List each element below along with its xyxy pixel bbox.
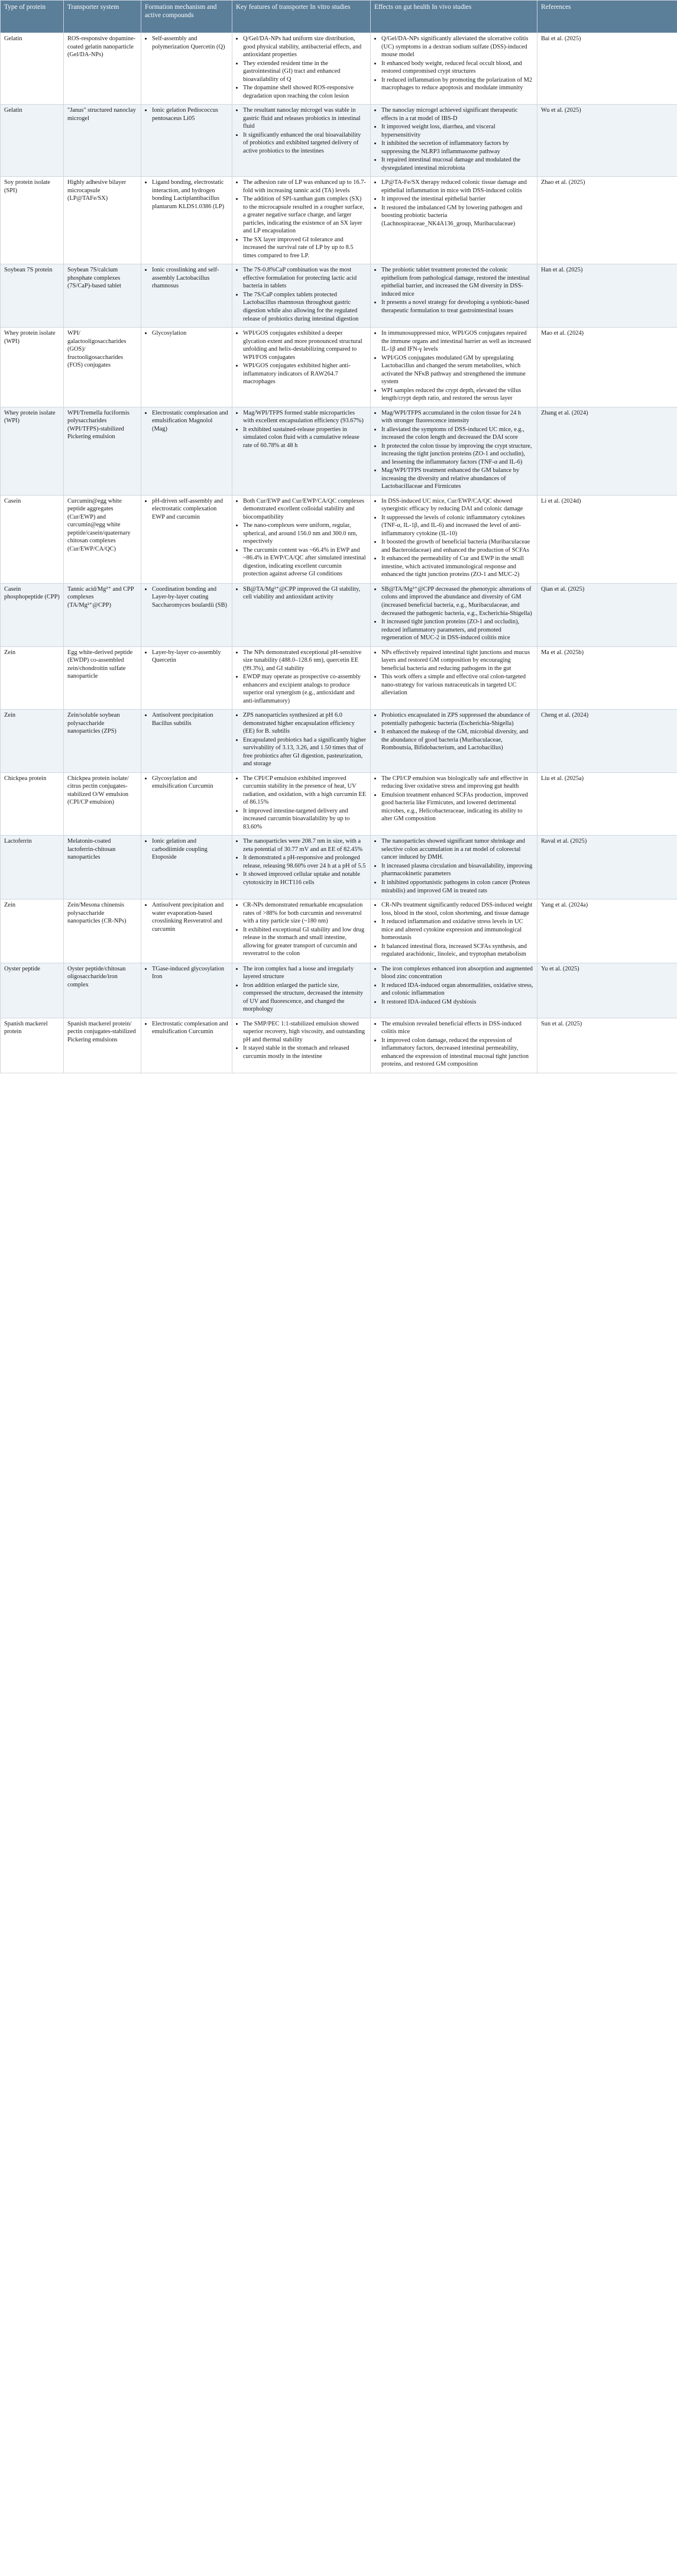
- table-row: [1, 495, 677, 583]
- cell-reference: Liu et al. (2025a): [537, 772, 677, 836]
- bullet-item: • WPI/GOS conjugates modulated GM by upregulating Lactobacillus and changed the serum metabolites, which activated the NFκB pathway and strengthened the immune system: [381, 354, 533, 386]
- cell-reference: Cheng et al. (2024): [537, 710, 677, 773]
- cell-reference: Sun et al. (2025): [537, 1018, 677, 1073]
- bullet-item: • The SMP/PEC 1:1-stabilized emulsion showed superior recovery, high viscosity, and outstanding pH and thermal stability: [243, 1020, 367, 1044]
- cell-features-list: [236, 585, 367, 601]
- bullet-item: • The adhesion rate of LP was enhanced up to 16.7-fold with increasing tannic acid (TA) levels: [243, 179, 367, 195]
- cell-features-list: [236, 711, 367, 768]
- cell-features: [232, 583, 371, 646]
- bullet-item: • CR-NPs treatment significantly reduced DSS-induced weight loss, blood in the stool, colon shortening, and tissue damage: [381, 901, 533, 917]
- bullet-item: • LP@TA-Fe/SX therapy reduced colonic tissue damage and epithelial inflammation in mice with DSS-induced colitis: [381, 179, 533, 195]
- cell-features: [232, 772, 371, 836]
- cell-protein-type: Lactoferrin: [1, 836, 64, 899]
- bullet-item: • The 7S/CaP complex tablets protected Lactobacillus rhamnosus throughout gastric digestion while also allowing for the regulated release of probiotics during intestinal digestion: [243, 291, 367, 323]
- cell-features-list: [236, 35, 367, 100]
- cell-effects: [371, 177, 537, 264]
- cell-features: [232, 646, 371, 710]
- cell-protein-type: Spanish mackerel protein: [1, 1018, 64, 1073]
- cell-effects: [371, 264, 537, 328]
- cell-features: [232, 177, 371, 264]
- bullet-item: • Coordination bonding and Layer-by-layer coating Saccharomyces boulardii (SB): [152, 585, 228, 610]
- cell-reference: Bai et al. (2025): [537, 33, 677, 105]
- cell-mechanism: [141, 583, 232, 646]
- cell-effects: [371, 772, 537, 836]
- bullet-item: • It balanced intestinal flora, increased SCFAs synthesis, and regulated arachidonic, linoleic, and tryptophan metabolism: [381, 943, 533, 959]
- table-row: [1, 407, 677, 495]
- cell-transporter-system: Oyster peptide/chitosan oligosaccharide/iron complex: [64, 963, 141, 1018]
- bullet-item: • The CPI/CP emulsion was biologically safe and effective in reducing liver oxidative stress and improving gut health: [381, 775, 533, 791]
- bullet-item: • It suppressed the levels of colonic inflammatory cytokines (TNF-α, IL-1β, and IL-6) and increased the level of anti-inflammatory cytokine (IL-10): [381, 514, 533, 538]
- cell-mechanism: [141, 836, 232, 899]
- cell-protein-type: Zein: [1, 899, 64, 963]
- cell-effects-list: [374, 329, 533, 403]
- cell-features: [232, 407, 371, 495]
- bullet-item: • It improved colon damage, reduced the expression of inflammatory factors, decreased intestinal permeability, enhanced the expression of intestinal mucosal tight junction proteins, and restored GM composition: [381, 1037, 533, 1069]
- table-row: [1, 583, 677, 646]
- table-row: [1, 33, 677, 105]
- cell-mechanism-list: [145, 1020, 228, 1036]
- cell-mechanism-list: [145, 585, 228, 610]
- cell-transporter-system: Zein/soluble soybean polysaccharide nanoparticles (ZPS): [64, 710, 141, 773]
- table-row: [1, 772, 677, 836]
- bullet-item: • It inhibited the secretion of inflammatory factors by suppressing the NLRP3 inflammasome pathway: [381, 140, 533, 156]
- bullet-item: • They extended resident time in the gastrointestinal (GI) tract and enhanced bioavailability of Q: [243, 60, 367, 84]
- bullet-item: • It enhanced body weight, reduced fecal occult blood, and restored compromised crypt structures: [381, 60, 533, 76]
- cell-features-list: [236, 266, 367, 323]
- bullet-item: • Mag/WPI/TFPS formed stable microparticles with excellent encapsulation efficiency (93.67%): [243, 409, 367, 425]
- cell-features: [232, 495, 371, 583]
- bullet-item: • It stayed stable in the stomach and released curcumin mostly in the intestine: [243, 1044, 367, 1060]
- bullet-item: • It significantly enhanced the oral bioavailability of probiotics and exhibited targeted delivery of active probiotics to the intestines: [243, 131, 367, 156]
- cell-features-list: [236, 775, 367, 831]
- table-row: [1, 836, 677, 899]
- table-row: [1, 646, 677, 710]
- bullet-item: • WPI samples reduced the crypt depth, elevated the villus length/crypt depth ratio, and restored the serous layer: [381, 387, 533, 403]
- cell-reference: Li et al. (2024d): [537, 495, 677, 583]
- cell-protein-type: Zein: [1, 646, 64, 710]
- cell-reference: Qian et al. (2025): [537, 583, 677, 646]
- cell-features: [232, 264, 371, 328]
- bullet-item: • It exhibited exceptional GI stability and low drug release in the stomach and small intestine, allowing for greater transport of curcumin and resveratrol to the colon: [243, 926, 367, 958]
- cell-mechanism: [141, 1018, 232, 1073]
- cell-mechanism: [141, 33, 232, 105]
- bullet-item: • Electrostatic complexation and emulsification Magnolol (Mag): [152, 409, 228, 433]
- cell-reference: Raval et al. (2025): [537, 836, 677, 899]
- cell-mechanism-list: [145, 409, 228, 433]
- bullet-item: • Ionic crosslinking and self-assembly Lactobacillus rhamnosus: [152, 266, 228, 290]
- cell-mechanism-list: [145, 497, 228, 522]
- cell-features: [232, 710, 371, 773]
- cell-effects-list: [374, 35, 533, 92]
- bullet-item: • The iron complex had a loose and irregularly layered structure: [243, 965, 367, 981]
- cell-protein-type: Gelatin: [1, 105, 64, 177]
- cell-effects-list: [374, 837, 533, 895]
- bullet-item: • It reduced inflammation and oxidative stress levels in UC mice and altered cytokine expression and immunological homeostasis: [381, 918, 533, 942]
- cell-features-list: [236, 106, 367, 155]
- bullet-item: • In DSS-induced UC mice, Cur/EWP/CA/QC showed synergistic efficacy by reducing DAI and colonic damage: [381, 497, 533, 513]
- cell-effects-list: [374, 266, 533, 315]
- header-features: Key features of transporter In vitro studies: [232, 1, 371, 33]
- bullet-item: • It protected the colon tissue by improving the crypt structure, increasing the tight junction proteins (ZO-1 and occludin), and lessening the inflammatory factors (TNF-α and IL-6): [381, 442, 533, 467]
- table-row: [1, 177, 677, 264]
- cell-transporter-system: Tannic acid/Mg²⁺ and CPP complexes (TA/Mg²⁺@CPP): [64, 583, 141, 646]
- cell-transporter-system: Egg white-derived peptide (EWDP) co-assembled zein/chondroitin sulfate nanoparticle: [64, 646, 141, 710]
- cell-effects-list: [374, 179, 533, 228]
- bullet-item: • The iron complexes enhanced iron absorption and augmented blood zinc concentration: [381, 965, 533, 981]
- bullet-item: • It exhibited sustained-release properties in simulated colon fluid with a cumulative release rate of 60.78% at 48 h: [243, 426, 367, 450]
- cell-reference: Wu et al. (2025): [537, 105, 677, 177]
- bullet-item: • Antisolvent precipitation Bacillus subtilis: [152, 711, 228, 727]
- bullet-item: • Mag/WPI/TFPS accumulated in the colon tissue for 24 h with stronger fluorescence intensity: [381, 409, 533, 425]
- cell-effects-list: [374, 1020, 533, 1069]
- bullet-item: • pH-driven self-assembly and electrostatic complexation EWP and curcumin: [152, 497, 228, 522]
- cell-effects-list: [374, 775, 533, 823]
- cell-transporter-system: Curcumin@egg white peptide aggregates (Cur/EWP) and curcumin@egg white peptide/casein/quaternary chitosan complexes (Cur/EWP/CA/QC): [64, 495, 141, 583]
- cell-protein-type: Soybean 7S protein: [1, 264, 64, 328]
- cell-mechanism-list: [145, 106, 228, 122]
- cell-effects: [371, 33, 537, 105]
- cell-reference: Han et al. (2025): [537, 264, 677, 328]
- bullet-item: • The NPs demonstrated exceptional pH-sensitive size tunability (488.0–128.6 nm), quercetin EE (99.3%), and GI stability: [243, 649, 367, 673]
- table-row: [1, 963, 677, 1018]
- cell-mechanism-list: [145, 901, 228, 933]
- bullet-item: • It restored IDA-induced GM dysbiosis: [381, 998, 533, 1007]
- cell-reference: Yang et al. (2024a): [537, 899, 677, 963]
- cell-features-list: [236, 329, 367, 386]
- bullet-item: • Encapsulated probiotics had a significantly higher survivability of 3.13, 3.26, and 1.50 times that of free probiotics after GI digestion, pasteurization, and storage: [243, 736, 367, 768]
- header-effects: Effects on gut health In vivo studies: [371, 1, 537, 33]
- cell-mechanism: [141, 328, 232, 407]
- bullet-item: • The CPI/CP emulsion exhibited improved curcumin stability in the presence of heat, UV radiation, and oxidation, with a high curcumin EE of 86.15%: [243, 775, 367, 807]
- cell-features-list: [236, 497, 367, 578]
- bullet-item: • It boosted the growth of beneficial bacteria (Muribaculaceae and Bacteroidaceae) and enhanced the production of SCFAs: [381, 538, 533, 554]
- bullet-item: • In immunosuppressed mice, WPI/GOS conjugates repaired the immune organs and intestinal barrier as well as increased IL-1β and IFN-γ levels: [381, 329, 533, 354]
- bullet-item: • Glycosylation: [152, 329, 228, 338]
- cell-features: [232, 899, 371, 963]
- cell-transporter-system: Spanish mackerel protein/ pectin conjugates-stabilized Pickering emulsions: [64, 1018, 141, 1073]
- cell-effects: [371, 328, 537, 407]
- cell-mechanism-list: [145, 711, 228, 727]
- bullet-item: • The SX layer improved GI tolerance and increased the survival rate of LP by up to 8.5 times compared to free LP.: [243, 236, 367, 260]
- cell-mechanism: [141, 899, 232, 963]
- header-mechanism: Formation mechanism and active compounds: [141, 1, 232, 33]
- bullet-item: • The 7S-0.8%CaP combination was the most effective formulation for protecting lactic acid bacteria in tablets: [243, 266, 367, 290]
- bullet-item: • SB@TA/Mg²⁺@CPP decreased the phenotypic alterations of colons and improved the abundance and diversity of GM (increased beneficial bacteria, e.g., Muribaculaceae, and decreased the pathogenic bacteria, e.g., Escherichia-Shigella): [381, 585, 533, 617]
- bullet-item: • The addition of SPI-xanthan gum complex (SX) to the microcapsule resulted in a rougher surface, a greater negative surface charge, and larger particles, indicating the existence of an SX layer and LP encapsulation: [243, 195, 367, 235]
- cell-mechanism-list: [145, 965, 228, 981]
- cell-effects: [371, 1018, 537, 1073]
- cell-transporter-system: Chickpea protein isolate/ citrus pectin conjugates-stabilized O/W emulsion (CPI/CP emulsion): [64, 772, 141, 836]
- table-row: [1, 264, 677, 328]
- cell-features-list: [236, 837, 367, 886]
- cell-mechanism: [141, 105, 232, 177]
- cell-protein-type: Whey protein isolate (WPI): [1, 407, 64, 495]
- cell-features-list: [236, 409, 367, 450]
- bullet-item: • The nano-complexes were uniform, regular, spherical, and around 156.0 nm and 300.0 nm, respectively: [243, 522, 367, 546]
- bullet-item: • CR-NPs demonstrated remarkable encapsulation rates of >88% for both curcumin and resveratrol with a tiny particle size (~180 nm): [243, 901, 367, 925]
- cell-features: [232, 105, 371, 177]
- bullet-item: • This work offers a simple and effective oral colon-targeted nano-strategy for various nutraceuticals in targeted UC alleviation: [381, 673, 533, 697]
- bullet-item: • It alleviated the symptoms of DSS-induced UC mice, e.g., increased the colon length and decreased the DAI score: [381, 426, 533, 442]
- bullet-item: • It reduced IDA-induced organ abnormalities, oxidative stress, and colonic inflammation: [381, 982, 533, 998]
- cell-effects: [371, 583, 537, 646]
- cell-effects-list: [374, 585, 533, 642]
- cell-mechanism-list: [145, 329, 228, 338]
- bullet-item: • Q/Gel/DA-NPs had uniform size distribution, good physical stability, antibacterial effects, and antioxidant properties: [243, 35, 367, 59]
- bullet-item: • It increased plasma circulation and bioavailability, improving pharmacokinetic parameters: [381, 862, 533, 878]
- bullet-item: • TGase-induced glycosylation Iron: [152, 965, 228, 981]
- cell-protein-type: Casein phosphopeptide (CPP): [1, 583, 64, 646]
- cell-transporter-system: "Janus" structured nanoclay microgel: [64, 105, 141, 177]
- cell-mechanism: [141, 177, 232, 264]
- bullet-item: • ZPS nanoparticles synthesized at pH 6.0 demonstrated higher encapsulation efficiency (EE) for B. subtilis: [243, 711, 367, 736]
- bullet-item: • It improved weight loss, diarrhea, and visceral hypersensitivity: [381, 123, 533, 139]
- bullet-item: • Electrostatic complexation and emulsification Curcumin: [152, 1020, 228, 1036]
- bullet-item: • Emulsion treatment enhanced SCFAs production, improved good bacteria like Firmicutes, and lowered detrimental microbes, e.g., Helicobacteraceae, indicating its ability to alter GM composition: [381, 791, 533, 823]
- bullet-item: • It improved intestine-targeted delivery and increased curcumin bioavailability by up to 83.60%: [243, 807, 367, 831]
- table-row: [1, 1018, 677, 1073]
- bullet-item: • Both Cur/EWP and Cur/EWP/CA/QC complexes demonstrated excellent colloidal stability and biocompatibility: [243, 497, 367, 522]
- bullet-item: • It presents a novel strategy for developing a synbiotic-based therapeutic formulation to treat gastrointestinal issues: [381, 299, 533, 315]
- cell-protein-type: Gelatin: [1, 33, 64, 105]
- cell-features-list: [236, 965, 367, 1014]
- cell-transporter-system: Highly adhesive bilayer microcapsule (LP@TAFe/SX): [64, 177, 141, 264]
- bullet-item: • Layer-by-layer co-assembly Quercetin: [152, 649, 228, 665]
- table-body: [1, 33, 677, 1073]
- bullet-item: • It improved the intestinal epithelial barrier: [381, 195, 533, 203]
- cell-mechanism: [141, 407, 232, 495]
- cell-protein-type: Whey protein isolate (WPI): [1, 328, 64, 407]
- table-row: [1, 328, 677, 407]
- table-row: [1, 899, 677, 963]
- bullet-item: • NPs effectively repaired intestinal tight junctions and mucus layers and restored GM composition by encouraging beneficial bacteria and reducing pathogens in the gut: [381, 649, 533, 673]
- cell-reference: Ma et al. (2025b): [537, 646, 677, 710]
- cell-effects-list: [374, 965, 533, 1007]
- cell-effects-list: [374, 901, 533, 959]
- bullet-item: • The dopamine shell showed ROS-responsive degradation upon reaching the colon lesion: [243, 84, 367, 100]
- cell-mechanism-list: [145, 179, 228, 211]
- cell-features: [232, 836, 371, 899]
- cell-protein-type: Oyster peptide: [1, 963, 64, 1018]
- cell-mechanism: [141, 772, 232, 836]
- bullet-item: • Probiotics encapsulated in ZPS suppressed the abundance of potentially pathogenic bacteria (Escherichia-Shigella): [381, 711, 533, 727]
- bullet-item: • It enhanced the makeup of the GM, microbial diversity, and the abundance of good bacteria (Muribaculaceae, Romboutsia, Bifidobacterium, and Lactobacillus): [381, 728, 533, 752]
- bullet-item: • It repaired intestinal mucosal damage and modulated the dysregulated intestinal microbiota: [381, 156, 533, 172]
- cell-features-list: [236, 179, 367, 260]
- cell-mechanism: [141, 495, 232, 583]
- bullet-item: • SB@TA/Mg²⁺@CPP improved the GI stability, cell viability and antioxidant activity: [243, 585, 367, 601]
- bullet-item: • It restored the imbalanced GM by lowering pathogen and boosting probiotic bacteria (Lachnospiraceae_NK4A136_group, Muribaculaceae): [381, 204, 533, 228]
- cell-effects: [371, 836, 537, 899]
- bullet-item: • It demonstrated a pH-responsive and prolonged release, releasing 98.60% over 24 h at a pH of 5.5: [243, 854, 367, 870]
- cell-mechanism: [141, 710, 232, 773]
- bullet-item: • Ionic gelation Pediococcus pentosaceus Li05: [152, 106, 228, 122]
- cell-features: [232, 33, 371, 105]
- bullet-item: • It reduced inflammation by promoting the polarization of M2 macrophages to reduce apoptosis and modulate immunity: [381, 76, 533, 92]
- cell-protein-type: Soy protein isolate (SPI): [1, 177, 64, 264]
- cell-effects: [371, 495, 537, 583]
- cell-features-list: [236, 1020, 367, 1061]
- bullet-item: • It increased tight junction proteins (ZO-1 and occludin), reduced inflammatory parameters, and promoted regeneration of MUC-2 in DSS-induced colitis mice: [381, 618, 533, 642]
- cell-features: [232, 328, 371, 407]
- cell-effects: [371, 646, 537, 710]
- cell-effects: [371, 899, 537, 963]
- bullet-item: • Glycosylation and emulsification Curcumin: [152, 775, 228, 791]
- cell-effects: [371, 105, 537, 177]
- cell-effects-list: [374, 106, 533, 172]
- bullet-item: • The curcumin content was ~66.4% in EWP and ~86.4% in EWP/CA/QC after simulated intestinal digestion, indicating excellent curcumin protection against adverse GI conditions: [243, 546, 367, 578]
- cell-effects: [371, 963, 537, 1018]
- table-row: [1, 710, 677, 773]
- bullet-item: • The probiotic tablet treatment protected the colonic epithelium from pathological damage, restored the intestinal epithelial barrier, and increased the GM diversity in DSS-induced mice: [381, 266, 533, 298]
- bullet-item: • Mag/WPI/TFPS treatment enhanced the GM balance by increasing the diversity and relative abundances of Lactobacillaceae and Firmicutes: [381, 467, 533, 491]
- cell-effects-list: [374, 711, 533, 752]
- cell-mechanism-list: [145, 775, 228, 791]
- table-row: [1, 105, 677, 177]
- cell-protein-type: Chickpea protein: [1, 772, 64, 836]
- cell-reference: Zhang et al. (2024): [537, 407, 677, 495]
- table-header-row: [1, 1, 677, 33]
- bullet-item: • The nanoparticles showed significant tumor shrinkage and selective colon accumulation in a rat model of colorectal cancer induced by DMH.: [381, 837, 533, 862]
- bullet-item: • The nanoclay microgel achieved significant therapeutic effects in a rat model of IBS-D: [381, 106, 533, 122]
- cell-mechanism-list: [145, 837, 228, 862]
- cell-effects-list: [374, 409, 533, 491]
- cell-mechanism: [141, 963, 232, 1018]
- cell-transporter-system: Melatonin-coated lactoferrin-chitosan nanoparticles: [64, 836, 141, 899]
- cell-effects-list: [374, 497, 533, 579]
- cell-transporter-system: Soybean 7S/calcium phosphate complexes (7S/CaP)-based tablet: [64, 264, 141, 328]
- bullet-item: • The nanoparticles were 208.7 nm in size, with a zeta potential of 30.77 mV and an EE of 82.45%: [243, 837, 367, 853]
- bullet-item: • It inhibited opportunistic pathogens in colon cancer (Proteus mirabilis) and improved GM in treated rats: [381, 879, 533, 895]
- cell-mechanism-list: [145, 266, 228, 290]
- cell-reference: Mao et al. (2024): [537, 328, 677, 407]
- bullet-item: • It showed improved cellular uptake and notable cytotoxicity in HCT116 cells: [243, 870, 367, 886]
- bullet-item: • WPI/GOS conjugates exhibited higher anti-inflammatory indicators of RAW264.7 macrophages: [243, 362, 367, 386]
- cell-mechanism-list: [145, 35, 228, 51]
- bullet-item: • Antisolvent precipitation and water evaporation-based crosslinking Resveratrol and curcumin: [152, 901, 228, 933]
- header-type: Type of protein: [1, 1, 64, 33]
- bullet-item: • The resultant nanoclay microgel was stable in gastric fluid and releases probiotics in intestinal fluid: [243, 106, 367, 131]
- cell-protein-type: Zein: [1, 710, 64, 773]
- bullet-item: • Ligand bonding, electrostatic interaction, and hydrogen bonding Lactiplantibacillus plantarum KLDS1.0386 (LP): [152, 179, 228, 211]
- header-system: Transporter system: [64, 1, 141, 33]
- cell-protein-type: Casein: [1, 495, 64, 583]
- cell-reference: Zhao et al. (2025): [537, 177, 677, 264]
- cell-reference: Yu et al. (2025): [537, 963, 677, 1018]
- cell-transporter-system: WPI/Tremella fuciformis polysaccharides (WPI/TFPS)-stabilized Pickering emulsion: [64, 407, 141, 495]
- cell-transporter-system: WPI/ galactooligosaccharides (GOS)/ fructooligosaccharides (FOS) conjugates: [64, 328, 141, 407]
- bullet-item: • The emulsion revealed beneficial effects in DSS-induced colitis mice: [381, 1020, 533, 1036]
- bullet-item: • Iron addition enlarged the particle size, compressed the structure, decreased the intensity of UV and fluorescence, and changed the morphology: [243, 982, 367, 1014]
- cell-mechanism: [141, 646, 232, 710]
- cell-transporter-system: Zein/Mesona chinensis polysaccharide nanoparticles (CR-NPs): [64, 899, 141, 963]
- cell-features-list: [236, 649, 367, 706]
- cell-mechanism: [141, 264, 232, 328]
- cell-effects: [371, 407, 537, 495]
- bullet-item: • EWDP may operate as prospective co-assembly enhancers and excipient analogs to produce superior oral synergism (e.g., antioxidant and anti-inflammatory): [243, 673, 367, 705]
- bullet-item: • Q/Gel/DA-NPs significantly alleviated the ulcerative colitis (UC) symptoms in a dextran sodium sulfate (DSS)-induced mouse model: [381, 35, 533, 59]
- cell-effects: [371, 710, 537, 773]
- header-refs: References: [537, 1, 677, 33]
- bullet-item: • Self-assembly and polymerization Quercetin (Q): [152, 35, 228, 51]
- cell-features: [232, 1018, 371, 1073]
- bullet-item: • Ionic gelation and carbodiimide coupling Etoposide: [152, 837, 228, 862]
- cell-features-list: [236, 901, 367, 958]
- bullet-item: • It enhanced the permeability of Cur and EWP in the small intestine, which activated immunological response and enhanced the tight junction proteins (ZO-1 and MUC-2): [381, 555, 533, 579]
- cell-transporter-system: ROS-responsive dopamine-coated gelatin nanoparticle (Gel/DA-NPs): [64, 33, 141, 105]
- cell-features: [232, 963, 371, 1018]
- transporter-systems-table: [0, 0, 677, 1073]
- cell-effects-list: [374, 649, 533, 697]
- cell-mechanism-list: [145, 649, 228, 665]
- bullet-item: • WPI/GOS conjugates exhibited a deeper glycation extent and more pronounced structural unfolding and helix-destabilizing compared to WPI/FOS conjugates: [243, 329, 367, 361]
